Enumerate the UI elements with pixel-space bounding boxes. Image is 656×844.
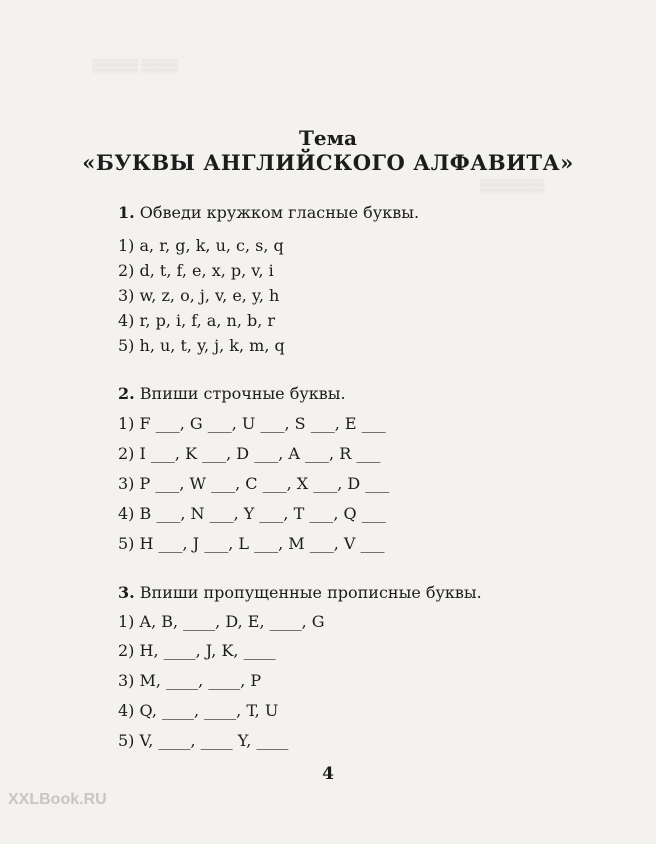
- section2-number: 2.: [118, 384, 135, 403]
- section3-line: 5) V, ____, ____ Y, ____: [118, 731, 289, 750]
- section2-line: 2) I ___, K ___, D ___, A ___, R ___: [118, 444, 381, 463]
- section3-heading: [118, 583, 482, 602]
- section3-number: 3.: [118, 583, 135, 602]
- section1-heading: [118, 203, 419, 222]
- section3-line: 1) A, B, ____, D, E, ____, G: [118, 612, 325, 631]
- section2-task: Впиши строчные буквы.: [139, 384, 346, 403]
- section2-line: 3) P ___, W ___, C ___, X ___, D ___: [118, 474, 390, 493]
- section1-line: 4) r, p, i, f, a, n, b, r: [118, 311, 276, 330]
- section3-line: 4) Q, ____, ____, T, U: [118, 701, 279, 720]
- section3-line: 3) M, ____, ____, P: [118, 671, 262, 690]
- topic-label: Тема: [299, 126, 357, 150]
- site-watermark: XXLBook.RU: [8, 791, 107, 808]
- section1-line: 3) w, z, o, j, v, e, y, h: [118, 286, 280, 305]
- bleed-through-text: ▒▒▒▒▒▒▒: [480, 178, 545, 193]
- bleed-through-text: ▒▒▒▒▒ ▒▒▒▒: [92, 58, 179, 73]
- topic-title: «БУКВЫ АНГЛИЙСКОГО АЛФАВИТА»: [82, 150, 574, 175]
- section1-task: Обведи кружком гласные буквы.: [139, 203, 420, 222]
- section2-line: 5) H ___, J ___, L ___, M ___, V ___: [118, 534, 385, 553]
- section1-line: 2) d, t, f, e, x, p, v, i: [118, 261, 274, 280]
- page-number: 4: [322, 764, 334, 784]
- section1-line: 1) a, r, g, k, u, c, s, q: [118, 236, 284, 255]
- section3-task: Впиши пропущенные прописные буквы.: [139, 583, 482, 602]
- section2-line: 1) F ___, G ___, U ___, S ___, E ___: [118, 414, 386, 433]
- section2-heading: [118, 384, 346, 403]
- section1-line: 5) h, u, t, y, j, k, m, q: [118, 336, 285, 355]
- section1-number: 1.: [118, 203, 135, 222]
- section2-line: 4) B ___, N ___, Y ___, T ___, Q ___: [118, 504, 386, 523]
- section3-line: 2) H, ____, J, K, ____: [118, 641, 276, 660]
